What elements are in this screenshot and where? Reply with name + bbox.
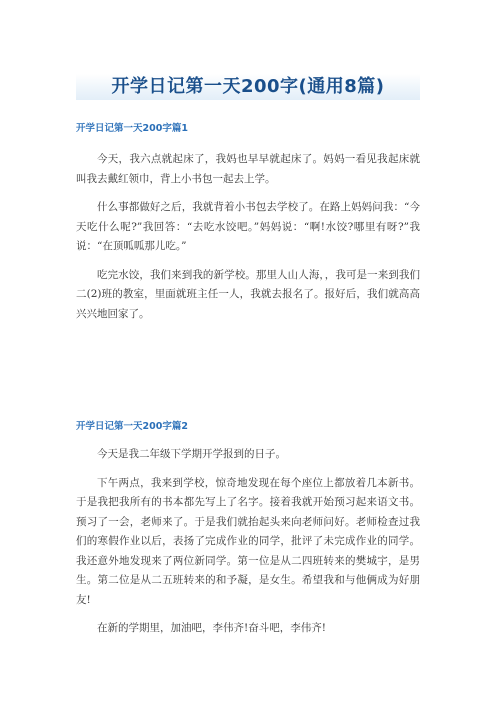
article-section-1 — [76, 122, 420, 324]
paragraph: 今天，我六点就起床了，我妈也早早就起床了。妈妈一看见我起床就叫我去戴红领巾，背上小书包一起去上学。 — [76, 153, 420, 185]
article-section-2 — [76, 420, 420, 639]
paragraph: 今天是我二年级下学期开学报到的日子。 — [97, 448, 286, 460]
paragraph: 什么事都做好之后，我就背着小书包去学校了。在路上妈妈问我：“今天吃什么呢?”我回答：“去吃水饺吧。”妈妈说：“啊!水饺?哪里有呀?”我说：“在顶呱呱那儿吃。” — [76, 201, 420, 252]
section-heading: 开学日记第一天200字篇2 — [76, 421, 188, 432]
paragraph: 在新的学期里，加油吧，李伟齐!奋斗吧，李伟齐! — [97, 622, 326, 634]
document-title: 开学日记第一天200字(通用8篇) — [76, 74, 420, 100]
paragraph: 下午两点，我来到学校，惊奇地发现在每个座位上都放着几本新书。于是我把我所有的书本都先写上了名字。接着我就开始预习起来语文书。预习了一会，老师来了。于是我们就抬起头来向老师问好。老师检查过我们的寒假作业以后，表扬了完成作业的同学，批评了未完成作业的同学。我还意外地发现来了两位新同学。第一位是从二四班转来的樊城宇，是男生。第二位是从二五班转来的和予凝，是女生。希望我和与他俩成为好朋友! — [76, 476, 420, 606]
paragraph: 吃完水饺，我们来到我的新学校。那里人山人海，，我可是一来到我们二(2)班的教室，里面就班主任一人，我就去报名了。报好后，我们就高高兴兴地回家了。 — [76, 268, 420, 320]
section-heading: 开学日记第一天200字篇1 — [76, 123, 188, 134]
